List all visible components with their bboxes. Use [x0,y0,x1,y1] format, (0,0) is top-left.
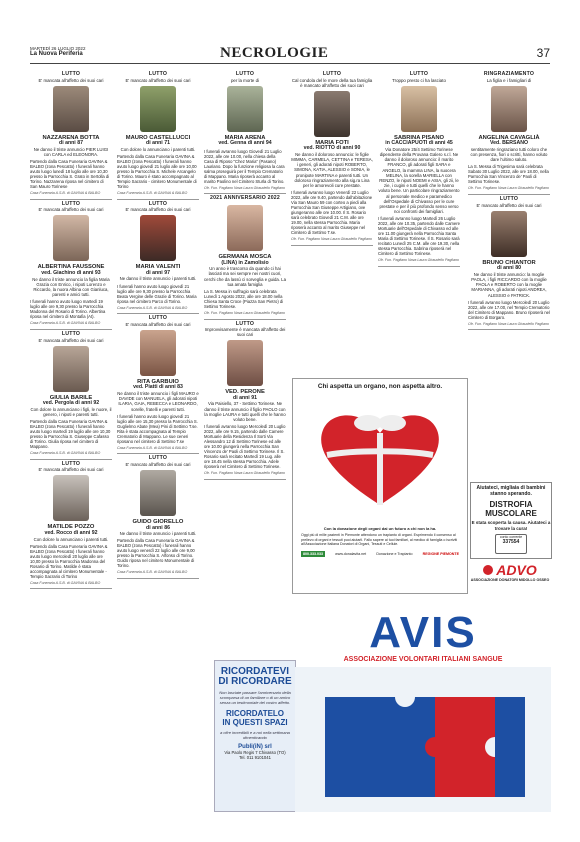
ad-address: Via Paolo Regis 7 Chivasso (TO) [224,750,286,755]
deceased-age: ved. Giachino di anni 93 [41,269,101,276]
kicker: LUTTO [499,195,519,202]
funeral-text: I funerali hanno avuto luogo martedì 19 luglio alle ore 9,30 presso la Parrocchia Madonna del Rosario di Torino. Albertina riposa nel cimitero di Montafia (At). [30,299,106,320]
advo-name: ADVO [496,562,537,578]
notice-text: Ne danno il triste annuncio i figli MAURO e DAVIDE con MANUELA, gli adorati nipoti ILARIA, GAIA, REBECCA e LEONARDO, sorelle, fratelli e parenti tutti. [117,390,199,412]
anniversary-mosca [204,196,286,321]
portrait-photo [401,86,437,132]
funeral-home: Casa Funeraria A.S.B. di GAVINA & BALBO [30,451,112,460]
ad-title: Chi aspetta un organo, non aspetta altro. [317,383,443,390]
deceased-age: in CACCIAPUOTI di anni 45 [385,140,453,147]
thanks-cavaglia [468,72,550,197]
deceased-age: ved. Genna di anni 94 [218,140,272,147]
notice-text: Con dolore lo annunciano i parenti tutti. [120,146,196,152]
heart-gift-icon [293,395,467,515]
deceased-age: (LINA) in Zamolisio [221,259,269,266]
kicker: LUTTO [148,455,168,462]
ricordatevi-ad [214,660,296,812]
portrait-photo [227,340,263,386]
ad-org2: REGIONE PIEMONTE [422,551,459,556]
deceased-name: GUIDO GIORELLO [132,518,184,525]
portrait-photo [227,205,263,251]
kicker: LUTTO [235,320,255,327]
ad-title-3: RICORDATELO [225,709,285,718]
sub: Troppo presto ci ha lasciato [392,77,446,83]
ad-body-1: Non lasciate passare l'anniversario della scomparsa di un familiare o di un amico senza un testimoniale del vostro affetto. [219,690,291,705]
deceased-name: MARIA ARENA [224,134,266,141]
avis-logo: AVIS [369,608,477,657]
funeral-text: Partendo dalla Casa Funeraria GAVINA & BALBO (zona Pescatto) I funerali hanno avuto luogo martedì 19 luglio alle ore 10,30 presso la Parrocchia S. Giuseppe Cafasso di Torino. Giulia riposa nel cimitero di Mappano. [30,419,111,450]
avis-ad [295,610,551,818]
deceased-name: GERMANA MOSCA [218,253,272,260]
ad-phone: 800.333.033 [303,551,323,556]
kicker: LUTTO [148,71,168,77]
funeral-home: Casa Funeraria A.S.B. di GAVINA & BALBO [30,321,112,330]
portrait-photo [227,86,263,132]
column-4 [291,72,373,248]
page-header [30,46,550,62]
notice-text: Via Paisiello, 37 - Settimo Torinese. Ne danno il triste annuncio il figlio PAOLO con la moglie LAURA e tutti quelli che le hanno voluto bene. [204,401,286,422]
sub: E' mancata all'affetto dei suoi cari [38,467,104,473]
funeral-text: I funerali avranno luogo Giovedì 21 Luglio 2022, alle ore 10.00, nella chiesa della Casa di Riposo "Chez Maria" (Pasano) Lauriano. Dopo la funzione religiosa la cara salma proseguirà per il Tempio Crematorio di Mappano. Maria riposerà accanto al marito Paolino nel Cimitero Sturla di Torino. [204,148,285,184]
deceased-name: SABRINA PISANO [393,134,445,141]
ad-title-4: IN QUESTI SPAZI [222,718,288,727]
ad-title-1: RICORDATEVI [220,666,290,677]
deceased-age: di anni 97 [146,269,170,276]
deceased-name: RITA GARBUIO [137,378,179,385]
publication-name: La Nuova Periferia [30,51,83,57]
portrait-photo [53,86,89,132]
obituary-foti [291,72,373,248]
advo-sub: ASSOCIAZIONE DONATORI MIDOLLO OSSEO [470,578,550,582]
ad-tagline: Con la donazione degli organi dai un futuro a chi non la ha. [323,526,437,531]
kicker: LUTTO [61,200,81,207]
advo-ad [470,562,550,592]
avis-sub: ASSOCIAZIONE VOLONTARI ITALIANI SANGUE [343,656,503,663]
ad-text: E stata scoperta la causa. Aiutateci a trovare la cura! [471,520,551,531]
funeral-home: Ofr. Fun. Pagliano Nava Laura Giraudello Pagliano [204,186,286,195]
deceased-name: MAURO CASTELLUCCI [125,134,191,141]
funeral-text: Partendo dalla Casa Funeraria GAVINA & BALBO (zona Pescatto) I funerali hanno avuto luogo giovedì 21 luglio alle ore 10,00 presso la Parrocchia S. Michele Arcangelo di Torino. Mauro è stato accompagnato al Tempio Sacrario - cimitero Monumentale di Torino [117,153,197,189]
funeral-home: Ofr. Fun. Pagliano Nava Laura Giraudello Pagliano [291,237,373,246]
sub: E' mancata all'affetto dei suoi cari [125,207,191,213]
notice-text: Via Donatore 25/4 Settimo Torinese dipendente della Provana Galero s.r.l. Ne danno il doloroso annuncio: il marito FRANCO, gli adorati figli SARA e ANGELO, la mamma LINA, la suocera MELINA, la sorella MARIELLA con RENZO, le nipoti NOEMI e ASIA, gli zii, le zie, i cugini e tutti quelli che le hanno voluto bene. Un particolare ringraziamento al personale medico e paramedico dell'Ospedale di Chivasso per le cure prestate e per il più profondo senso verso noi confronti dei famigliari. [378,146,460,215]
notice-text: Ne danno il doloroso annuncio: le figlie MIMMA, CARMELA, CETTINA e TERESA, i generi, gli adorati nipoti ROBERTO, SIMONA, KATIA, ALESSIO e SONIA, le pronipote MARTINA e parenti tutti. Un doloroso ringraziamento alla sig.ra Lina per le amorevoli cure prestate. [291,151,373,188]
deceased-name: ANGELINA CAVAGLIÀ [478,134,540,141]
obituary-perone [204,322,286,482]
column-1 [30,72,112,591]
funeral-text: La S. Messa in suffragio sarà celebrata Lunedì 1 Agosto 2022, alle ore 18.00 nella Chiesa Santa Croce (Piazza San Pietro) di Settimo Torinese. [204,288,284,309]
funeral-home: Casa Funeraria A.S.B. di GAVINA & BALBO [117,306,199,315]
funeral-home: Casa Funeraria A.S.B. di GAVINA & BALBO [117,446,199,455]
deceased-name: ALBERTINA FAUSSONE [37,264,105,271]
portrait-photo [53,215,89,261]
deceased-age: ved. RIOTTO di anni 90 [303,145,361,152]
deceased-age: ved. Rocco di anni 92 [44,529,98,536]
obituary-pisano [378,72,460,269]
deceased-name: NAZZARENA BOTTA [42,134,100,141]
kicker: LUTTO [61,71,81,77]
obituary-castellucci [117,72,199,202]
notice-text: Un anno è trascorso da quando ci hai lasciati ma sei sempre nei nostri cuori, cerchi che da lassù ci sorveglia e guida. La tua amata famiglia [204,266,286,287]
column-2 [117,72,199,581]
kicker: LUTTO [148,200,168,207]
funeral-home: Ofr. Fun. Pagliano Nava Laura Giraudello Pagliano [378,258,460,267]
kicker: LUTTO [235,71,255,77]
distrofia-ad [470,482,552,559]
deceased-name: MARIA VALENTI [135,264,181,271]
portrait-photo [140,86,176,132]
portrait-photo [491,86,527,132]
notice-text: Con dolore lo annunciano i figli, le nuore, il genero, i nipoti e parenti tutti. [30,406,112,417]
sub: E' mancata all'affetto dei suoi cari [125,321,191,327]
deceased-name: VED. PERONE [225,389,265,396]
funeral-text: La S. Messa di Trigesima sarà celebrata Sabato 30 Luglio 2022, alle ore 18.00, nella Parrocchia San Vincenzo de' Paoli di Settimo Torinese. [468,164,549,185]
funeral-text: I funerali avranno luogo Martedì 26 Luglio 2022, alle ore 10.35, partendo dalle Camere Mortuarie dell'Ospedale di Chivasso ed alle ore 11.00 giungerà nella Parrocchia Santa Maria di Settimo Torinese. Il S. Rosario sarà recitato Lunedì 25 C.M. alle ore 19.30, nella stessa Parrocchia. Sabrina riposerà nel Cimitero di Settimo Torinese. [378,216,460,257]
deceased-age: di anni 91 [233,394,257,401]
deceased-name: MARIA FOTI [315,139,349,146]
ad-company: Publi(iN) srl [238,744,272,750]
kicker: LUTTO [409,71,429,77]
kicker: LUTTO [61,330,81,337]
obituary-barile [30,332,112,462]
deceased-age: di anni 80 [497,265,521,272]
column-3 [204,72,286,482]
sub: E' mancata all'affetto dei suoi cari [38,77,104,83]
funeral-home: Casa Funeraria A.S.B. di GAVINA & BALBO [30,581,112,590]
sub: Cal condola del le more della tua famiglia è mancato all'affetto dei suoi cari [291,77,373,88]
sub: E' mancato all'affetto dei suoi cari [125,461,191,467]
deceased-name: BRUNO CHIANTOR [482,259,536,266]
kicker: 2021 ANNIVERSARIO 2022 [210,195,280,202]
funeral-home: Ofr. Fun. Pagliano Nava Laura Giraudello Pagliano [204,471,286,480]
kicker: LUTTO [148,315,168,322]
portrait-photo [53,346,89,392]
section-title: NECROLOGIE [220,45,329,61]
sub: E' mancata all'affetto dei suoi cari [38,337,104,343]
ad-account-number: 337554 [502,539,520,545]
notice-text: Con dolore lo annunciano i parenti tutti. [33,536,109,542]
kicker: RINGRAZIAMENTO [483,71,535,77]
deceased-age: Ved. BERSANO [489,140,529,147]
obituary-botta [30,72,112,202]
funeral-home: Casa Funeraria A.S.B. di GAVINA & BALBO [117,570,199,579]
deceased-age: di anni 87 [59,140,83,147]
obituary-valenti [117,202,199,317]
funeral-text: I funerali avranno luogo Mercoledì 20 Luglio 2022, alle ore 9.15, partendo dalle Camere Mortuarie della Residenza Il Sorti Via Alessandro 12 di Settimo Torinese ed alle ore 10.00 giungerà nella Parrocchia San Vincenzo de' Paoli di Settimo Torinese. Il S. Rosario sarà recitato Martedì 19 Lug. alle ore 18.45 nella stessa Parrocchia. Adele riposerà nel Cimitero di Settimo Torinese. [204,424,286,470]
sub: La figlia e i famigliari di [486,77,532,83]
obituary-giorello [117,456,199,581]
obituary-arena [204,72,286,196]
funeral-text: I funerali avranno luogo Venerdì 22 Luglio 2022, alle ore 9.40, partendo dall'abitazione Via San Mauro 59 con corteo a piedi alla Parrocchia San Giuseppe Artigiano, ove giungeranno alle ore 10.00. Il S. Rosario sarà celebrato Giovedì 21 C.M. alle ore 19.00, nella stessa Parrocchia. Maria riposerà accanto al marito Giuseppe nel Cimitero di Settimo T.se. [291,190,373,236]
notice-text: Ne danno il triste annuncio PIER LUIGI con CARLA ed ELEONORA. [33,146,109,157]
obituary-faussone [30,202,112,332]
page-number: 37 [536,46,550,60]
ad-phone: Tel. 011 9101041 [239,755,271,760]
ad-body: Oggi più di mille pazienti in Piemonte attendono un trapianto di organi. Esprimendo il consenso al prelievo di organi e tessuti puoi aiutarli. Fallo sapere ai tuoi familiari, al medico di famiglia o iscriviti all'Associazione Italiana Donatori di Organi, Tessuti e Cellule. [301,533,458,547]
portrait-photo [314,91,350,137]
notice-text: Ne danno il triste annuncio i parenti tutti. [119,531,197,537]
ad-body-2: a cifre incredibili e a noi nella settimana dimenticando [220,730,290,740]
funeral-text: I funerali avranno luogo Mercoledì 20 Luglio 2022, alle ore 17.00, nel Tempio Crematorio del Cimitero di Mappano. Bruno riposerà nel Cimitero di Borgaro. [468,299,550,320]
notice-text: sentitamente ringraziano tutti coloro che con presenza, fiori o scritti, hanno voluto dare l'ultimo saluto. [470,146,548,163]
header-rule [30,63,550,64]
portrait-photo [140,330,176,376]
column-5 [378,72,460,269]
notice-text: Ne danno il triste annuncio la figlia Maria Grazia con Enrico, i nipoti Lorenzo e Riccardo, la nuora Albina con Gianluca, parenti e amici tutti. [32,276,110,298]
funeral-home: Casa Funeraria A.S.B. di GAVINA & BALBO [30,191,112,200]
ad-site: www.donalavita.net [335,551,367,556]
deceased-age: ved. Pergola di anni 92 [42,400,100,407]
funeral-text: I funerali hanno avuto luogo giovedì 21 luglio alle ore 15,30 presso la Parrocchia S. Guglielmo Abate (Mea) Pini di Settimo T.se. Rita è stata accompagnata al Tempio Crematorio di Mappano. Le sue ceneri riposano nel cimitero di Settimo T.se [117,413,198,444]
funeral-home: Casa Funeraria A.S.B. di GAVINA & BALBO [117,191,199,200]
sub: E' mancata all'affetto dei suoi cari [38,207,104,213]
column-6 [468,72,550,332]
ad-footer [301,527,459,557]
funeral-text: Partendo dalla Casa Funeraria GAVINA & BALBO (zona Pescatto) I funerali hanno avuto luogo lunedì 18 luglio alle ore 10,30 presso la Parrocchia S. Grato in Sertolla di Torino. Nazzarena riposa nel cimitero di San Mauro Torinese [30,159,110,190]
notice-text: Ne danno il triste annuncio i parenti tutti. [119,276,197,282]
kicker: LUTTO [61,460,81,467]
ad-headline: Aiutateci, migliaia di bambini stanno sperando. [476,485,546,497]
deceased-name: GIULIA BARILE [49,394,93,401]
portrait-photo [491,211,527,257]
ad-title: DISTROFIA MUSCOLARE [485,500,537,518]
deceased-age: di anni 71 [146,140,170,147]
funeral-home: Ofr. Fun. Pagliano Nava Laura Giraudello Pagliano [204,311,286,320]
funeral-home: Ofr. Fun. Pagliano Nava Laura Giraudello Pagliano [468,186,550,195]
sub: E' mancato all'affetto dei suoi cari [476,202,542,208]
deceased-age: di anni 86 [146,524,170,531]
portrait-photo [140,470,176,516]
puzzle-hands-icon [295,667,551,812]
kicker: LUTTO [322,71,342,77]
issue-date: MARTEDÌ 26 LUGLIO 2022 [30,46,86,51]
obituary-chiantor [468,197,550,332]
ad-account-label: conto corrente [499,535,523,539]
portrait-photo [140,215,176,261]
sub: E' mancato all'affetto dei suoi cari [125,77,191,83]
funeral-text: I funerali hanno avuto luogo giovedì 21 luglio alle ore 9,30 presso la Parrocchia Beata Vergine delle Grazie di Torino. Maria riposa nel cimitero Parco di Torino. [117,283,197,304]
organ-donation-ad [292,378,468,594]
funeral-home: Ofr. Fun. Pagliano Nava Laura Giraudello Pagliano [468,322,550,331]
funeral-text: Partendo dalla Casa Funeraria GAVINA & BALBO (zona Pescatto) I funerali hanno avuto luogo mercoledì 20 luglio alle ore 10,00 presso la Parrocchia Madonna del Rosario di Torino. Matilde è stata accompagnata al cimitero Monumentale - Tempio Sacrario di Torino [30,543,108,579]
deceased-name: MATILDE POZZO [47,524,95,531]
sub: Improvvisamente è mancata all'affetto dei suoi cari [204,327,286,338]
advo-logo-icon [483,565,493,575]
deceased-age: ved. Piatti di anni 83 [133,384,183,391]
obituary-pozzo [30,462,112,592]
notice-text: Ne danno il triste annuncio: la moglie PAOLA, i figli RICCARDO con la moglie PAOLA e ROBERTO con la moglie MARIANNA, gli adorati nipoti ANDREA, ALESSIO e PATRICK. [471,271,547,298]
funeral-text: Partendo dalla Casa Funeraria GAVINA & BALBO (zona Pescatto) i funerali hanno avuto luogo venerdì 22 luglio alle ore 9,00 presso la Parrocchia S. Alfonso di Torino. Guido riposa nel cimitero Monumentale di Torino. [117,538,195,569]
ad-title-2: DI RICORDARE [218,676,292,687]
sub: per la morte di [230,77,260,83]
portrait-photo [53,475,89,521]
obituary-garbuio [117,316,199,456]
ad-org1: Donazione e Trapianto [376,551,413,556]
